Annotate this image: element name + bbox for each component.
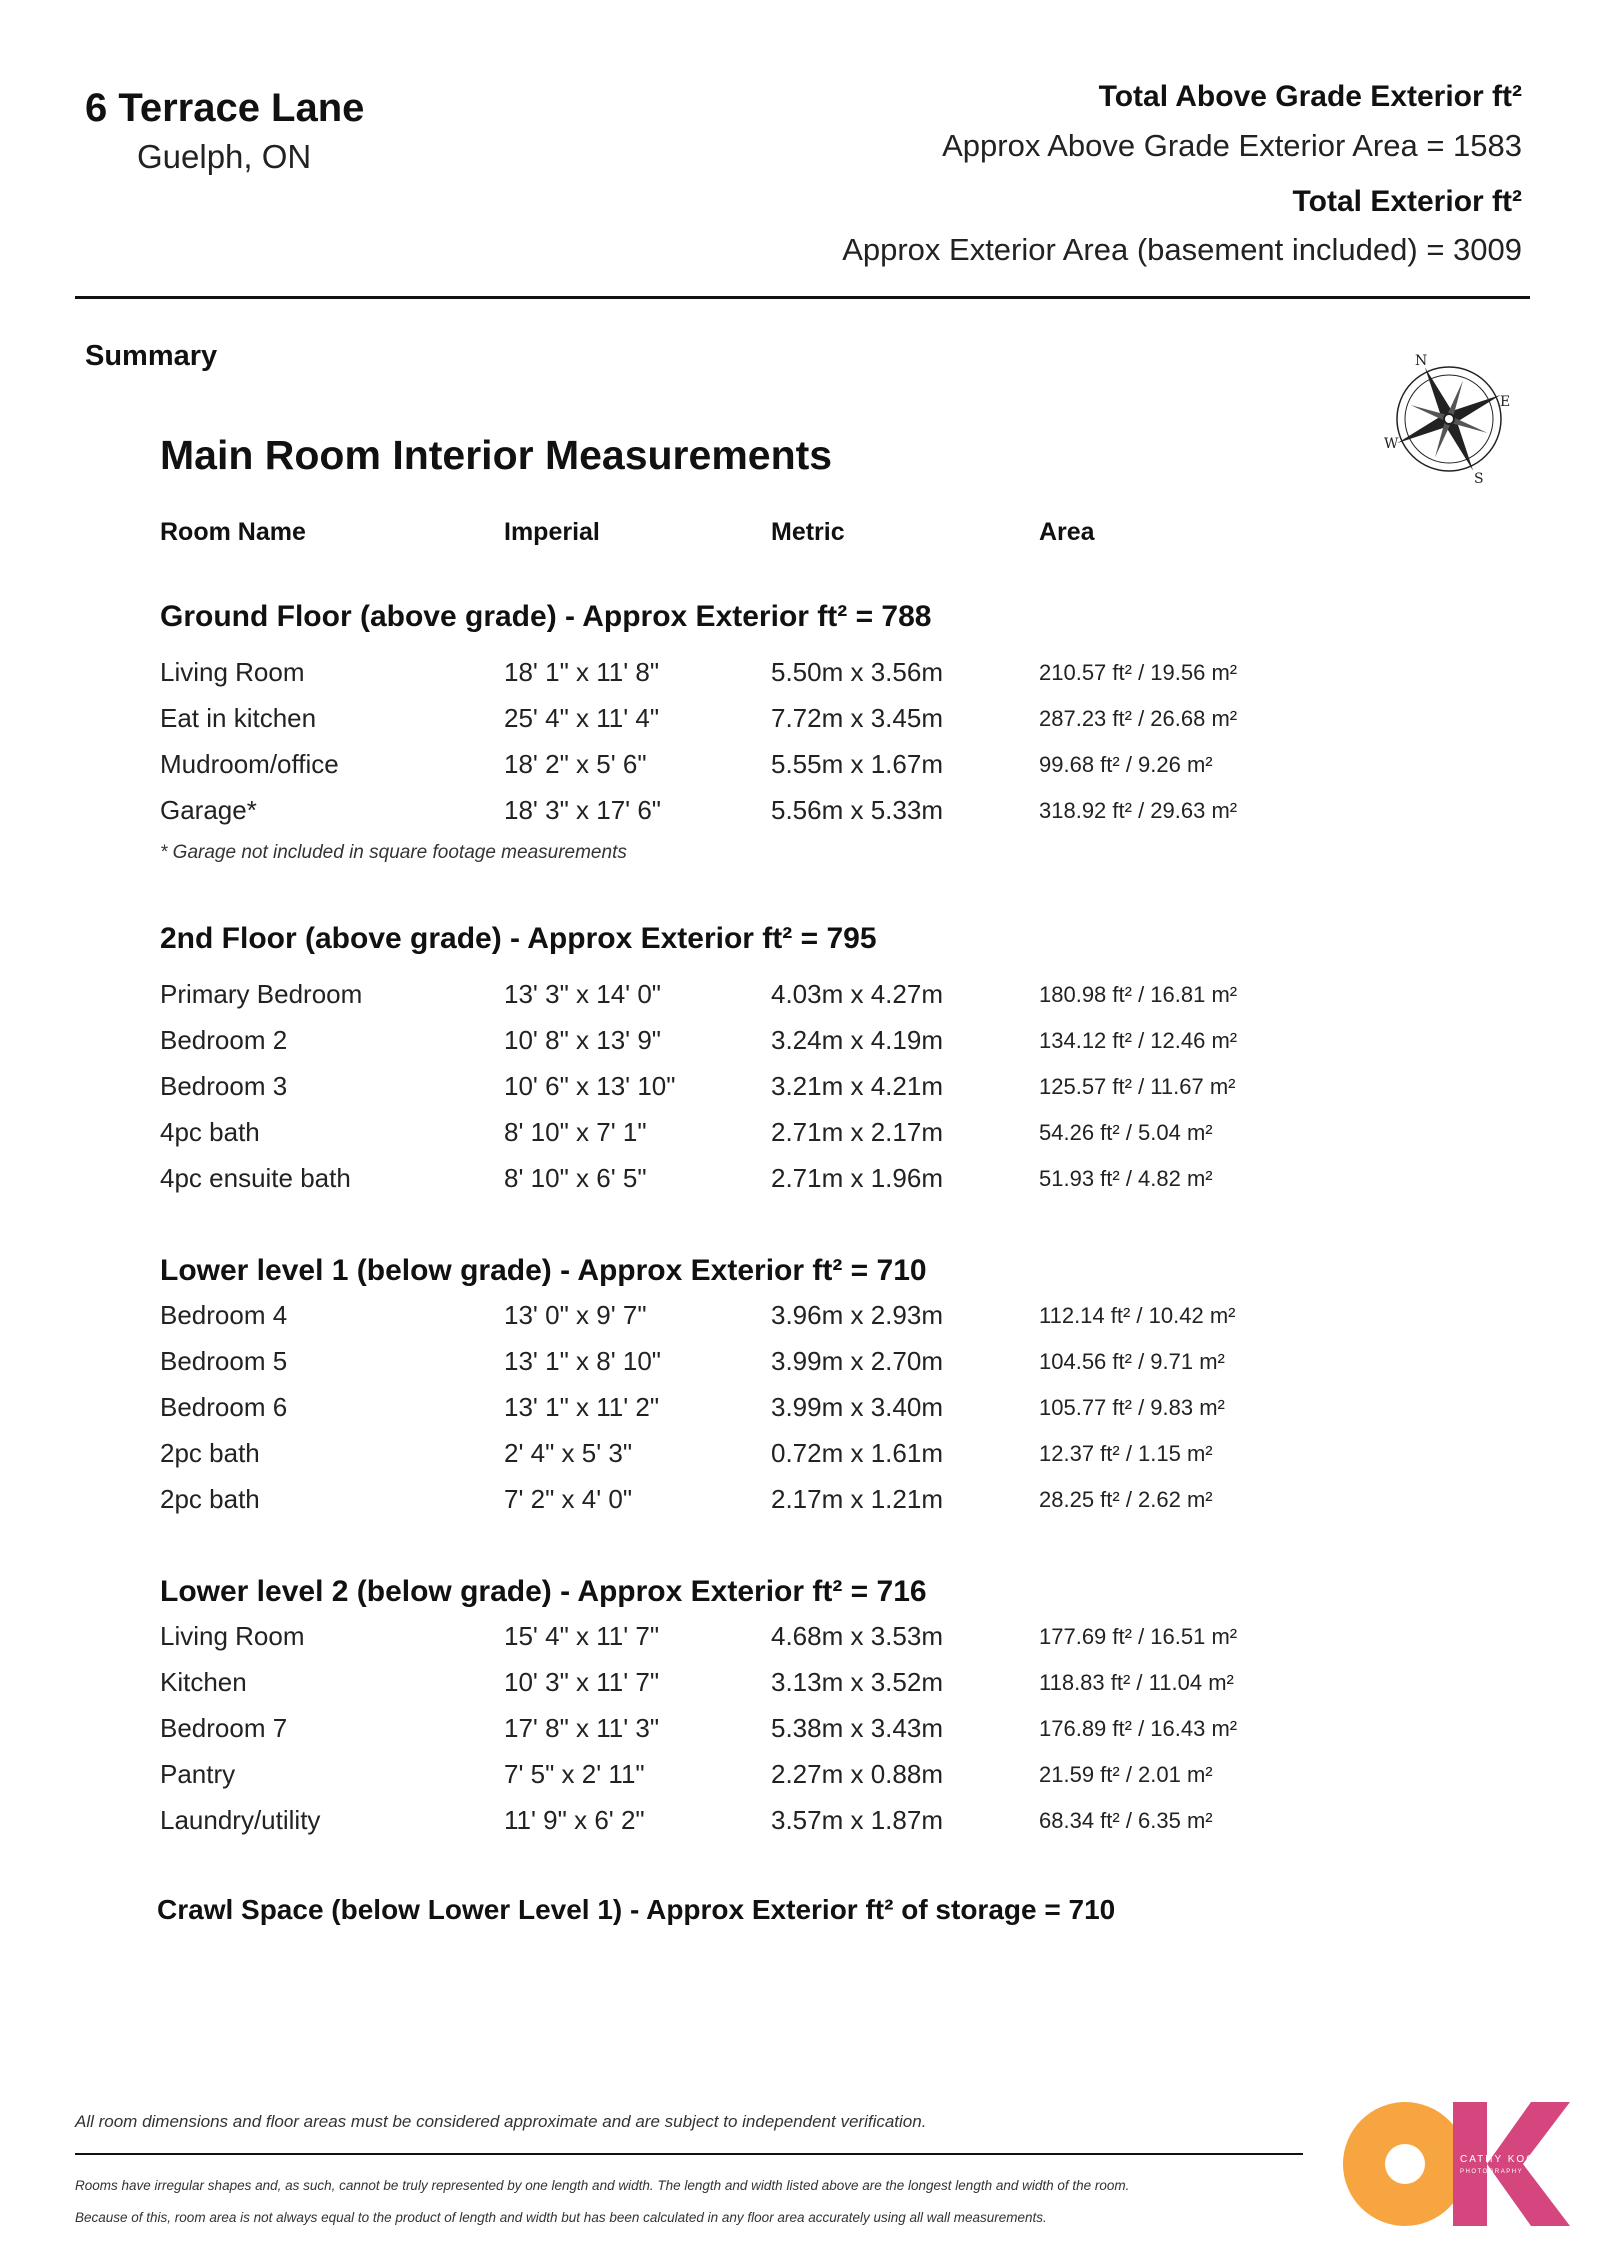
room-name: Laundry/utility	[160, 1805, 321, 1835]
room-area: 318.92 ft² / 29.63 m²	[1039, 798, 1238, 823]
room-imperial: 13' 0" x 9' 7"	[504, 1300, 647, 1330]
room-area: 134.12 ft² / 12.46 m²	[1039, 1028, 1238, 1053]
room-name: Bedroom 4	[160, 1300, 288, 1330]
room-area: 177.69 ft² / 16.51 m²	[1039, 1624, 1238, 1649]
room-area: 68.34 ft² / 6.35 m²	[1039, 1808, 1213, 1833]
room-name: 4pc bath	[160, 1117, 260, 1147]
room-area: 21.59 ft² / 2.01 m²	[1039, 1762, 1213, 1787]
table-row	[0, 795, 1600, 835]
table-row	[0, 1300, 1600, 1340]
column-header-area: Area	[1039, 518, 1095, 546]
room-name: Pantry	[160, 1759, 236, 1789]
table-row	[0, 749, 1600, 789]
table-row	[0, 1163, 1600, 1203]
room-area: 104.56 ft² / 9.71 m²	[1039, 1349, 1225, 1374]
room-metric: 3.99m x 2.70m	[771, 1346, 943, 1376]
room-imperial: 7' 2" x 4' 0"	[504, 1484, 633, 1514]
room-area: 180.98 ft² / 16.81 m²	[1039, 982, 1238, 1007]
room-area: 54.26 ft² / 5.04 m²	[1039, 1120, 1213, 1145]
room-metric: 3.13m x 3.52m	[771, 1667, 943, 1697]
logo-text-photography: PHOTOGRAPHY	[1460, 2169, 1524, 2175]
property-street: 6 Terrace Lane	[85, 86, 365, 130]
room-imperial: 13' 1" x 11' 2"	[504, 1392, 660, 1422]
table-row	[0, 979, 1600, 1019]
room-metric: 3.99m x 3.40m	[771, 1392, 943, 1422]
room-area: 99.68 ft² / 9.26 m²	[1039, 752, 1213, 777]
logo-text-name: CATHY KOOP	[1460, 2154, 1545, 2165]
room-metric: 2.71m x 2.17m	[771, 1117, 943, 1147]
room-imperial: 2' 4" x 5' 3"	[504, 1438, 633, 1468]
room-area: 112.14 ft² / 10.42 m²	[1039, 1303, 1236, 1328]
compass-north-label: N	[1415, 353, 1428, 369]
disclaimer-irregular-shapes: Rooms have irregular shapes and, as such, cannot be truly represented by one length and width. The length and width listed above are the longest length and width of the room.	[75, 2178, 1130, 2193]
room-name: 2pc bath	[160, 1438, 260, 1468]
disclaimer-area-calculation: Because of this, room area is not always equal to the product of length and width but has been calculated in any floor area accurately using all wall measurements.	[75, 2210, 1047, 2225]
column-header-room-name: Room Name	[160, 518, 306, 546]
room-metric: 2.17m x 1.21m	[771, 1484, 943, 1514]
room-imperial: 25' 4" x 11' 4"	[504, 703, 660, 733]
room-area: 125.57 ft² / 11.67 m²	[1039, 1074, 1236, 1099]
total-above-grade-text: Approx Above Grade Exterior Area = 1583	[942, 128, 1522, 163]
header-divider	[75, 296, 1530, 299]
room-imperial: 10' 6" x 13' 10"	[504, 1071, 676, 1101]
room-metric: 4.68m x 3.53m	[771, 1621, 943, 1651]
compass-rose-icon	[1378, 348, 1520, 490]
room-metric: 5.55m x 1.67m	[771, 749, 943, 779]
room-imperial: 18' 3" x 17' 6"	[504, 795, 662, 825]
total-exterior-title: Total Exterior ft²	[1292, 185, 1522, 218]
table-row	[0, 1805, 1600, 1845]
room-imperial: 8' 10" x 7' 1"	[504, 1117, 647, 1147]
table-row	[0, 1117, 1600, 1157]
table-row	[0, 1667, 1600, 1707]
room-imperial: 18' 1" x 11' 8"	[504, 657, 660, 687]
compass-south-label: S	[1474, 471, 1484, 487]
room-imperial: 18' 2" x 5' 6"	[504, 749, 647, 779]
section-title-lower-level-2: Lower level 2 (below grade) - Approx Exterior ft² = 716	[160, 1575, 927, 1608]
logo-letter-o-shape	[1343, 2102, 1467, 2226]
room-metric: 7.72m x 3.45m	[771, 703, 943, 733]
compass-east-label: E	[1500, 394, 1511, 410]
room-metric: 3.57m x 1.87m	[771, 1805, 943, 1835]
cathy-koop-logo	[1335, 2094, 1570, 2234]
crawl-space-note: Crawl Space (below Lower Level 1) - Approx Exterior ft² of storage = 710	[157, 1894, 1116, 1925]
footer-divider	[75, 2153, 1303, 2155]
room-metric: 0.72m x 1.61m	[771, 1438, 943, 1468]
room-name: Bedroom 6	[160, 1392, 288, 1422]
table-row	[0, 1392, 1600, 1432]
table-row	[0, 657, 1600, 697]
room-imperial: 15' 4" x 11' 7"	[504, 1621, 660, 1651]
room-imperial: 11' 9" x 6' 2"	[504, 1805, 645, 1835]
room-area: 118.83 ft² / 11.04 m²	[1039, 1670, 1234, 1695]
room-imperial: 13' 3" x 14' 0"	[504, 979, 662, 1009]
room-metric: 2.27m x 0.88m	[771, 1759, 943, 1789]
column-header-metric: Metric	[771, 518, 845, 546]
room-metric: 5.50m x 3.56m	[771, 657, 943, 687]
room-name: Bedroom 7	[160, 1713, 288, 1743]
table-row	[0, 1759, 1600, 1799]
room-area: 12.37 ft² / 1.15 m²	[1039, 1441, 1213, 1466]
room-metric: 3.24m x 4.19m	[771, 1025, 943, 1055]
room-imperial: 17' 8" x 11' 3"	[504, 1713, 660, 1743]
total-above-grade-title: Total Above Grade Exterior ft²	[1098, 80, 1522, 113]
room-name: Bedroom 3	[160, 1071, 288, 1101]
room-metric: 4.03m x 4.27m	[771, 979, 943, 1009]
property-city: Guelph, ON	[137, 138, 312, 175]
compass-west-label: W	[1384, 436, 1399, 452]
section-title-2nd-floor: 2nd Floor (above grade) - Approx Exterior ft² = 795	[160, 922, 877, 955]
column-header-imperial: Imperial	[504, 518, 600, 546]
garage-footnote: * Garage not included in square footage measurements	[160, 842, 627, 863]
room-imperial: 13' 1" x 8' 10"	[504, 1346, 662, 1376]
table-row	[0, 1621, 1600, 1661]
table-row	[0, 1438, 1600, 1478]
room-name: Kitchen	[160, 1667, 247, 1697]
room-metric: 5.38m x 3.43m	[771, 1713, 943, 1743]
room-name: Living Room	[160, 1621, 305, 1651]
room-name: Garage*	[160, 795, 257, 825]
table-row	[0, 1484, 1600, 1524]
room-area: 287.23 ft² / 26.68 m²	[1039, 706, 1238, 731]
table-row	[0, 1346, 1600, 1386]
section-title-ground-floor: Ground Floor (above grade) - Approx Exterior ft² = 788	[160, 600, 932, 633]
room-name: Bedroom 5	[160, 1346, 288, 1376]
room-imperial: 8' 10" x 6' 5"	[504, 1163, 647, 1193]
room-imperial: 10' 8" x 13' 9"	[504, 1025, 662, 1055]
room-name: Eat in kitchen	[160, 703, 317, 733]
room-area: 28.25 ft² / 2.62 m²	[1039, 1487, 1213, 1512]
room-area: 51.93 ft² / 4.82 m²	[1039, 1166, 1213, 1191]
room-imperial: 7' 5" x 2' 11"	[504, 1759, 645, 1789]
room-area: 210.57 ft² / 19.56 m²	[1039, 660, 1238, 685]
main-title: Main Room Interior Measurements	[160, 432, 833, 478]
room-name: Bedroom 2	[160, 1025, 288, 1055]
table-row	[0, 1071, 1600, 1111]
room-area: 105.77 ft² / 9.83 m²	[1039, 1395, 1225, 1420]
room-imperial: 10' 3" x 11' 7"	[504, 1667, 660, 1697]
room-metric: 3.96m x 2.93m	[771, 1300, 943, 1330]
table-row	[0, 1713, 1600, 1753]
room-metric: 5.56m x 5.33m	[771, 795, 943, 825]
room-metric: 3.21m x 4.21m	[771, 1071, 943, 1101]
section-title-lower-level-1: Lower level 1 (below grade) - Approx Exterior ft² = 710	[160, 1254, 927, 1287]
room-name: Living Room	[160, 657, 305, 687]
room-name: Mudroom/office	[160, 749, 339, 779]
table-row	[0, 1025, 1600, 1065]
room-name: 2pc bath	[160, 1484, 260, 1514]
room-metric: 2.71m x 1.96m	[771, 1163, 943, 1193]
total-exterior-text: Approx Exterior Area (basement included) = 3009	[842, 232, 1522, 267]
table-row	[0, 703, 1600, 743]
room-area: 176.89 ft² / 16.43 m²	[1039, 1716, 1238, 1741]
disclaimer-approximate: All room dimensions and floor areas must be considered approximate and are subject to independent verification.	[75, 2112, 927, 2131]
summary-label: Summary	[85, 340, 218, 372]
room-name: Primary Bedroom	[160, 979, 363, 1009]
room-name: 4pc ensuite bath	[160, 1163, 351, 1193]
